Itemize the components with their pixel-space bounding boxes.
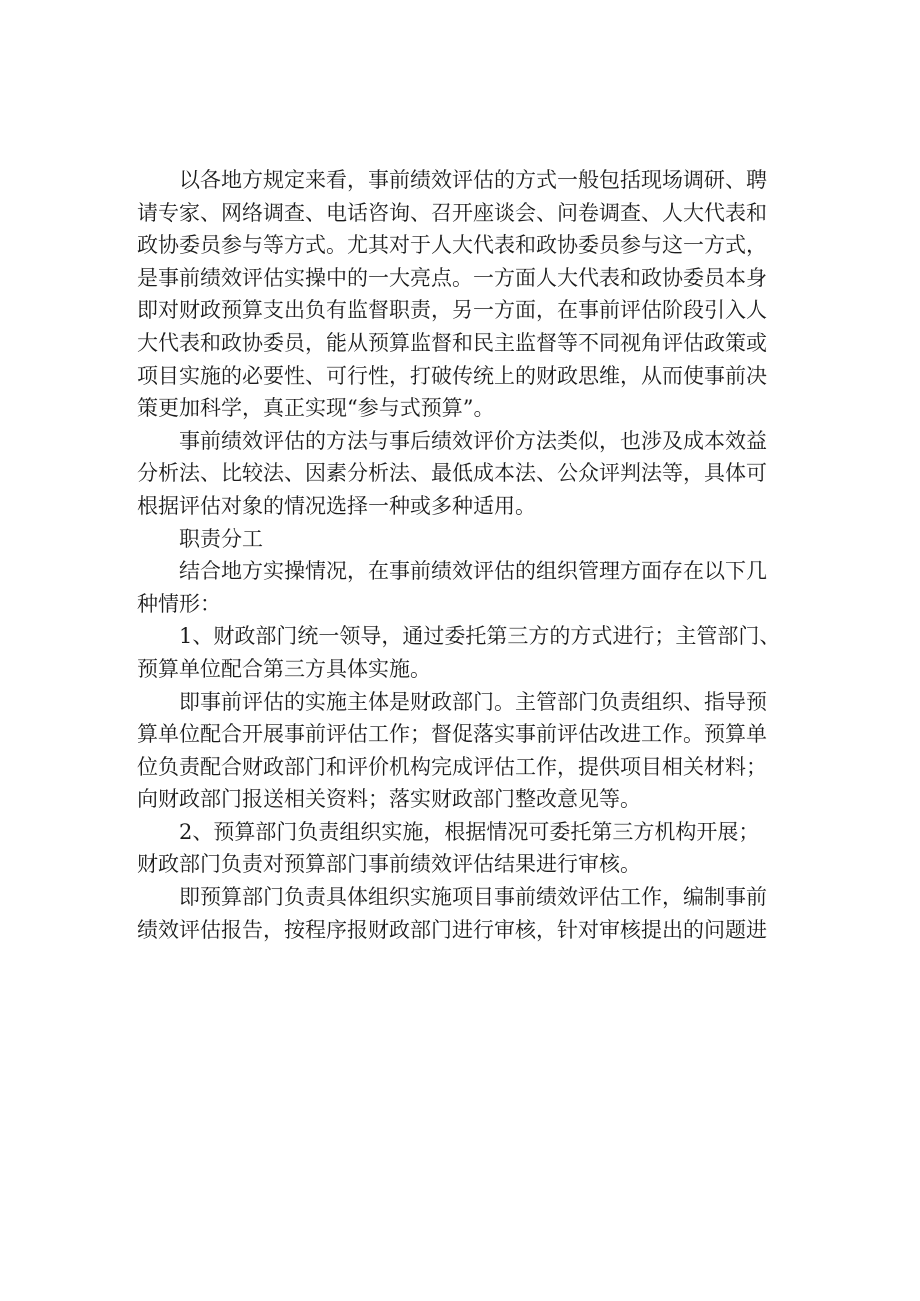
paragraph-line: 分析法、比较法、因素分析法、最低成本法、公众评判法等，具体可 bbox=[137, 461, 767, 486]
paragraph bbox=[137, 620, 797, 685]
paragraph-line: 策更加科学，真正实现“参与式预算”。 bbox=[137, 396, 495, 421]
paragraph bbox=[137, 686, 797, 816]
paragraph-line: 政协委员参与等方式。尤其对于人大代表和政协委员参与这一方式， bbox=[137, 233, 767, 258]
paragraph bbox=[137, 816, 797, 881]
paragraph-line: 向财政部门报送相关资料；落实财政部门整改意见等。 bbox=[137, 787, 641, 812]
paragraph bbox=[137, 425, 797, 523]
paragraph-first-line: 以各地方规定来看，事前绩效评估的方式一般包括现场调研、聘 bbox=[179, 168, 767, 192]
paragraph-line: 财政部门负责对预算部门事前绩效评估结果进行审核。 bbox=[137, 852, 641, 877]
paragraph bbox=[137, 164, 797, 425]
paragraph-first-line: 事前绩效评估的方法与事后绩效评价方法类似，也涉及成本效益 bbox=[179, 428, 767, 453]
paragraph-line: 即对财政预算支出负有监督职责，另一方面，在事前评估阶段引入人 bbox=[137, 298, 767, 323]
paragraph-line: 根据评估对象的情况选择一种或多种适用。 bbox=[137, 493, 536, 518]
paragraph-line: 位负责配合财政部门和评价机构完成评估工作，提供项目相关材料； bbox=[137, 754, 767, 779]
paragraph bbox=[137, 523, 797, 556]
paragraph-first-line: 职责分工 bbox=[179, 526, 263, 551]
paragraph-line: 预算单位配合第三方具体实施。 bbox=[137, 656, 431, 681]
paragraph bbox=[137, 881, 797, 946]
paragraph-line: 项目实施的必要性、可行性，打破传统上的财政思维，从而使事前决 bbox=[137, 363, 767, 388]
paragraph-first-line: 2、预算部门负责组织实施，根据情况可委托第三方机构开展； bbox=[179, 819, 760, 844]
paragraph-line: 种情形： bbox=[137, 591, 221, 616]
paragraph-line: 请专家、网络调查、电话咨询、召开座谈会、问卷调查、人大代表和 bbox=[137, 200, 767, 225]
paragraph-first-line: 结合地方实操情况，在事前绩效评估的组织管理方面存在以下几 bbox=[179, 559, 767, 584]
document-body bbox=[137, 164, 797, 946]
paragraph-line: 是事前绩效评估实操中的一大亮点。一方面人大代表和政协委员本身 bbox=[137, 265, 767, 290]
paragraph-first-line: 即预算部门负责具体组织实施项目事前绩效评估工作，编制事前 bbox=[179, 885, 767, 910]
paragraph-first-line: 1、财政部门统一领导，通过委托第三方的方式进行；主管部门、 bbox=[179, 624, 781, 649]
paragraph-first-line: 即事前评估的实施主体是财政部门。主管部门负责组织、指导预 bbox=[179, 689, 767, 714]
paragraph bbox=[137, 555, 797, 620]
paragraph-line: 大代表和政协委员，能从预算监督和民主监督等不同视角评估政策或 bbox=[137, 330, 767, 355]
paragraph-line: 算单位配合开展事前评估工作；督促落实事前评估改进工作。预算单 bbox=[137, 722, 767, 747]
paragraph-line: 绩效评估报告，按程序报财政部门进行审核，针对审核提出的问题进 bbox=[137, 917, 767, 942]
